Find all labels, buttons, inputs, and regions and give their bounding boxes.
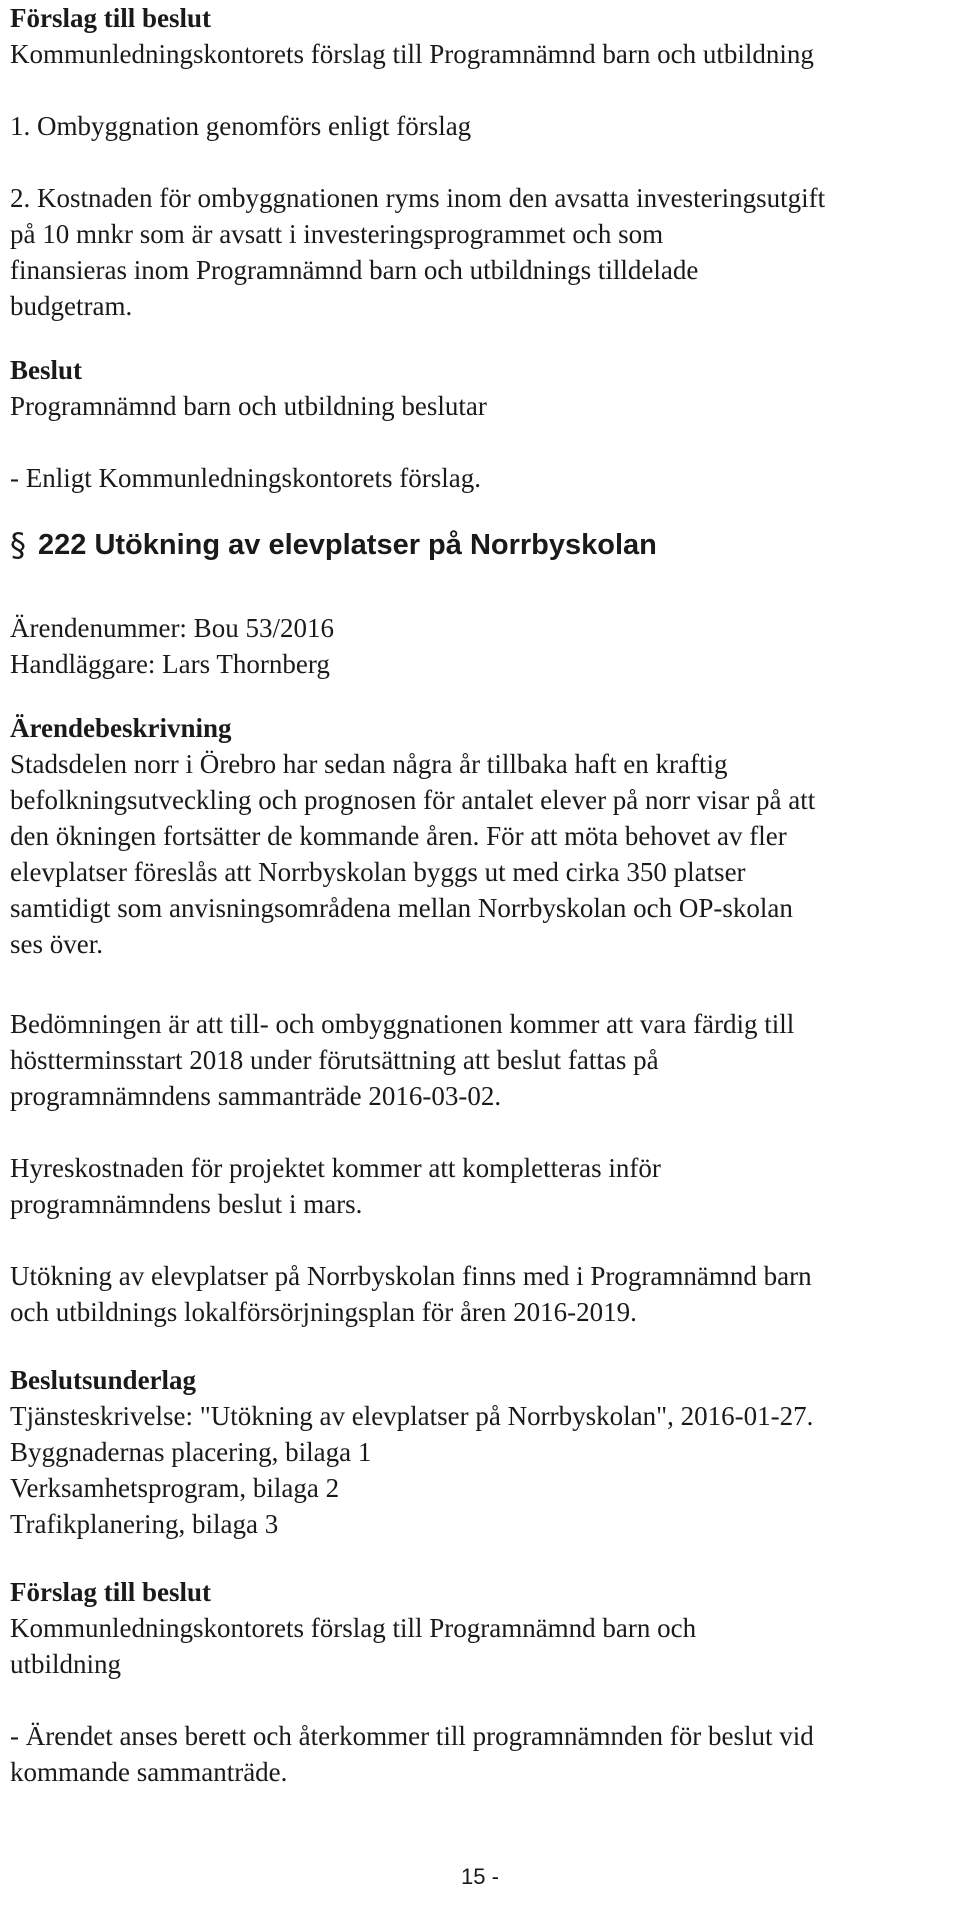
page-number: 15 -	[461, 1864, 499, 1889]
description-line: samtidigt som anvisningsområdena mellan Norrbyskolan och OP-skolan	[10, 893, 793, 923]
basis-item: Verksamhetsprogram, bilaga 2	[10, 1473, 340, 1503]
proposal-decision-line: kommande sammanträde.	[10, 1757, 288, 1787]
matter-title	[10, 527, 657, 563]
decision-line: - Enligt Kommunledningskontorets förslag.	[10, 463, 481, 493]
basis-item: Byggnadernas placering, bilaga 1	[10, 1437, 372, 1467]
case-number: Ärendenummer: Bou 53/2016	[10, 613, 334, 643]
description-line: Hyreskostnaden för projektet kommer att kompletteras inför	[10, 1153, 661, 1183]
description-line: Bedömningen är att till- och ombyggnationen kommer att vara färdig till	[10, 1009, 795, 1039]
basis-heading: Beslutsunderlag	[10, 1365, 197, 1395]
proposal-intro-line: Kommunledningskontorets förslag till Programnämnd barn och	[10, 1613, 697, 1643]
description-line: Utökning av elevplatser på Norrbyskolan finns med i Programnämnd barn	[10, 1261, 812, 1291]
description-line: den ökningen fortsätter de kommande åren. För att möta behovet av fler	[10, 821, 787, 851]
description-line: befolkningsutveckling och prognosen för antalet elever på norr visar på att	[10, 785, 816, 815]
section-sign-icon: §	[10, 526, 26, 564]
proposal-item-2-line: på 10 mnkr som är avsatt i investeringsprogrammet och som	[10, 219, 664, 249]
description-line: och utbildnings lokalförsörjningsplan för åren 2016-2019.	[10, 1297, 637, 1327]
description-line: Stadsdelen norr i Örebro har sedan några år tillbaka haft en kraftig	[10, 749, 728, 779]
proposal-heading: Förslag till beslut	[10, 1577, 211, 1607]
description-heading: Ärendebeskrivning	[10, 713, 232, 743]
description-line: programnämndens beslut i mars.	[10, 1189, 363, 1219]
proposal-item-2-line: 2. Kostnaden för ombyggnationen ryms inom den avsatta investeringsutgift	[10, 183, 826, 213]
basis-item: Trafikplanering, bilaga 3	[10, 1509, 279, 1539]
matter-title-text: 222 Utökning av elevplatser på Norrbyskolan	[38, 529, 657, 561]
proposal-decision-line: - Ärendet anses berett och återkommer till programnämnden för beslut vid	[10, 1721, 814, 1751]
description-line: höstterminsstart 2018 under förutsättning att beslut fattas på	[10, 1045, 659, 1075]
decision-line: Programnämnd barn och utbildning beslutar	[10, 391, 487, 421]
proposal-item-1: 1. Ombyggnation genomförs enligt förslag	[10, 111, 472, 141]
proposal-item-2-line: budgetram.	[10, 291, 133, 321]
decision-heading: Beslut	[10, 355, 83, 385]
proposal-item-2-line: finansieras inom Programnämnd barn och utbildnings tilldelade	[10, 255, 699, 285]
proposal-heading-top: Förslag till beslut	[10, 3, 211, 33]
proposal-intro-line: utbildning	[10, 1649, 122, 1679]
description-line: programnämndens sammanträde 2016-03-02.	[10, 1081, 502, 1111]
description-line: ses över.	[10, 929, 103, 959]
basis-item: Tjänsteskrivelse: "Utökning av elevplatser på Norrbyskolan", 2016-01-27.	[10, 1401, 814, 1431]
case-handler: Handläggare: Lars Thornberg	[10, 649, 330, 679]
description-line: elevplatser föreslås att Norrbyskolan byggs ut med cirka 350 platser	[10, 857, 746, 887]
proposal-intro-top: Kommunledningskontorets förslag till Programnämnd barn och utbildning	[10, 39, 814, 69]
